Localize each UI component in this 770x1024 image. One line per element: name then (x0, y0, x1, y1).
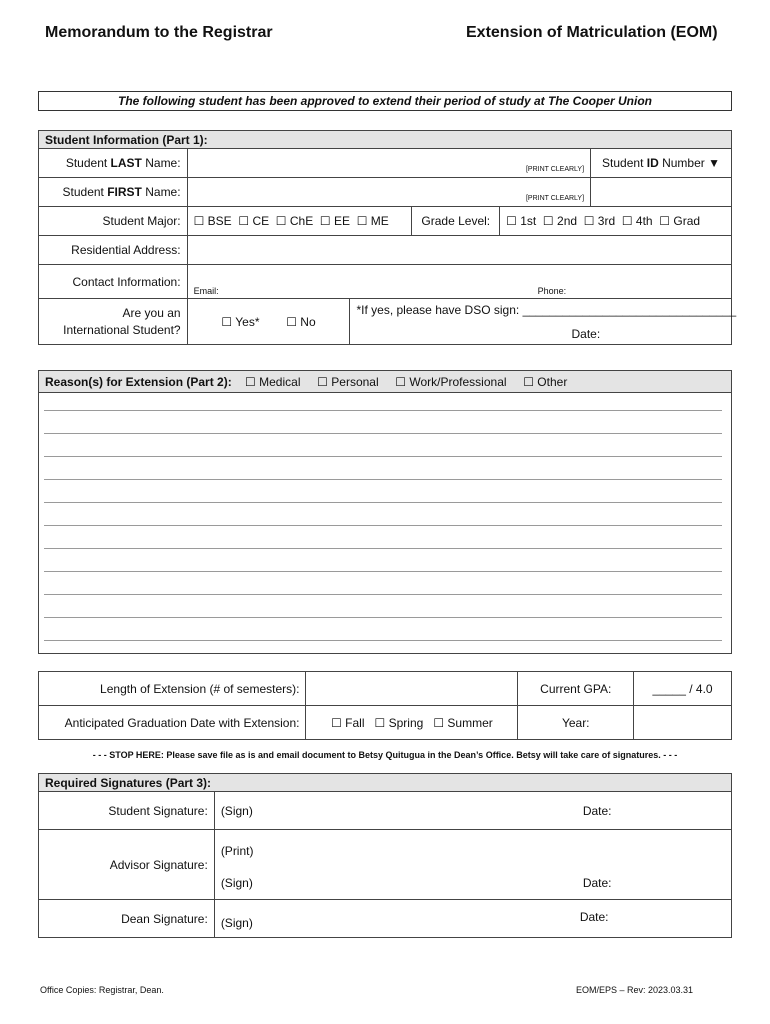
intl-no-checkbox[interactable]: ☐ No (286, 314, 316, 329)
major-options[interactable] (187, 207, 412, 236)
reason-line[interactable] (44, 617, 722, 618)
reason-line[interactable] (44, 525, 722, 526)
major-bse-checkbox[interactable]: ☐ BSE (193, 214, 232, 228)
reason-line[interactable] (44, 571, 722, 572)
student-signature-field[interactable] (214, 792, 731, 830)
year-field[interactable] (634, 706, 732, 740)
advisor-signature-field[interactable] (214, 830, 731, 900)
stop-note: - - - STOP HERE: Please save file as is and email document to Betsy Quitugua in the Dean’s Office. Betsy will take care of signatures. - - - (92, 750, 678, 760)
date-label: Date: (579, 910, 609, 924)
reason-personal-checkbox[interactable]: ☐ Personal (317, 375, 379, 389)
grade-4th-checkbox[interactable]: ☐ 4th (621, 214, 653, 228)
dean-signature-label: Dean Signature: (39, 900, 215, 938)
student-id-label: Student ID Number ▼ (591, 149, 732, 178)
print-label: (Print) (220, 844, 254, 858)
footer-revision: EOM/EPS – Rev: 2023.03.31 (576, 985, 694, 995)
gpa-label: Current GPA: (518, 672, 634, 706)
last-name-label: Student LAST Name: (39, 149, 188, 178)
memo-title: Memorandum to the Registrar (45, 24, 273, 41)
student-signature-label: Student Signature: (39, 792, 215, 830)
major-me-checkbox[interactable]: ☐ ME (356, 214, 389, 228)
reason-line[interactable] (44, 502, 722, 503)
grade-options[interactable] (500, 207, 732, 236)
length-label: Length of Extension (# of semesters): (39, 672, 306, 706)
contact-field[interactable] (187, 265, 731, 299)
dso-sign-label: *If yes, please have DSO sign: ________________________________ (356, 303, 737, 317)
form-title: Extension of Matriculation (EOM) (466, 24, 718, 41)
year-label: Year: (518, 706, 634, 740)
part3-heading: Required Signatures (Part 3): (39, 774, 732, 792)
length-field[interactable] (306, 672, 518, 706)
sign-label: (Sign) (220, 916, 253, 930)
reason-line[interactable] (44, 456, 722, 457)
approval-banner: The following student has been approved to extend their period of study at The Cooper Union (38, 91, 732, 111)
student-info-table (38, 130, 737, 345)
footer-copies: Office Copies: Registrar, Dean. (40, 985, 164, 995)
term-options[interactable] (306, 706, 518, 740)
reason-other-checkbox[interactable]: ☐ Other (523, 375, 568, 389)
date-label: Date: (582, 876, 612, 890)
advisor-signature-label: Advisor Signature: (39, 830, 215, 900)
reason-medical-checkbox[interactable]: ☐ Medical (245, 375, 301, 389)
dso-date-label: Date: (571, 327, 601, 341)
reason-work-checkbox[interactable]: ☐ Work/Professional (395, 375, 507, 389)
reason-line[interactable] (44, 594, 722, 595)
major-ce-checkbox[interactable]: ☐ CE (238, 214, 270, 228)
gpa-field[interactable]: _____ / 4.0 (634, 672, 732, 706)
first-name-label: Student FIRST Name: (39, 178, 188, 207)
extension-table (38, 671, 732, 740)
grade-grad-checkbox[interactable]: ☐ Grad (659, 214, 701, 228)
grad-date-label: Anticipated Graduation Date with Extension: (39, 706, 306, 740)
reason-line[interactable] (44, 410, 722, 411)
email-label: Email: (193, 286, 219, 296)
part2-heading-row (39, 371, 731, 393)
part1-heading: Student Information (Part 1): (39, 131, 732, 149)
term-fall-checkbox[interactable]: ☐ Fall (331, 715, 365, 730)
international-options[interactable] (187, 299, 350, 345)
print-clearly-note: [PRINT CLEARLY] (525, 166, 585, 173)
term-summer-checkbox[interactable]: ☐ Summer (433, 715, 493, 730)
print-clearly-note: [PRINT CLEARLY] (525, 195, 585, 202)
first-name-field[interactable] (187, 178, 590, 207)
last-name-field[interactable] (187, 149, 590, 178)
reasons-section (38, 370, 732, 654)
intl-yes-checkbox[interactable]: ☐ Yes* (221, 314, 260, 329)
major-ee-checkbox[interactable]: ☐ EE (319, 214, 351, 228)
term-spring-checkbox[interactable]: ☐ Spring (374, 715, 424, 730)
grade-3rd-checkbox[interactable]: ☐ 3rd (583, 214, 616, 228)
major-label: Student Major: (39, 207, 188, 236)
sign-label: (Sign) (220, 804, 253, 818)
grade-level-label: Grade Level: (412, 207, 500, 236)
grade-1st-checkbox[interactable]: ☐ 1st (506, 214, 537, 228)
address-field[interactable] (187, 236, 731, 265)
reason-line[interactable] (44, 479, 722, 480)
reason-line[interactable] (44, 433, 722, 434)
date-label: Date: (582, 804, 612, 818)
sign-label: (Sign) (220, 876, 253, 890)
part2-heading: Reason(s) for Extension (Part 2): (45, 375, 232, 389)
phone-label: Phone: (537, 286, 567, 296)
reason-line[interactable] (44, 640, 722, 641)
major-che-checkbox[interactable]: ☐ ChE (275, 214, 314, 228)
international-label: Are you an International Student? (39, 299, 188, 345)
contact-label: Contact Information: (39, 265, 188, 299)
grade-2nd-checkbox[interactable]: ☐ 2nd (542, 214, 578, 228)
address-label: Residential Address: (39, 236, 188, 265)
dso-sign-field[interactable] (350, 299, 737, 345)
dean-signature-field[interactable] (214, 900, 731, 938)
signatures-table (38, 773, 732, 938)
reason-line[interactable] (44, 548, 722, 549)
student-id-field[interactable] (591, 178, 732, 207)
